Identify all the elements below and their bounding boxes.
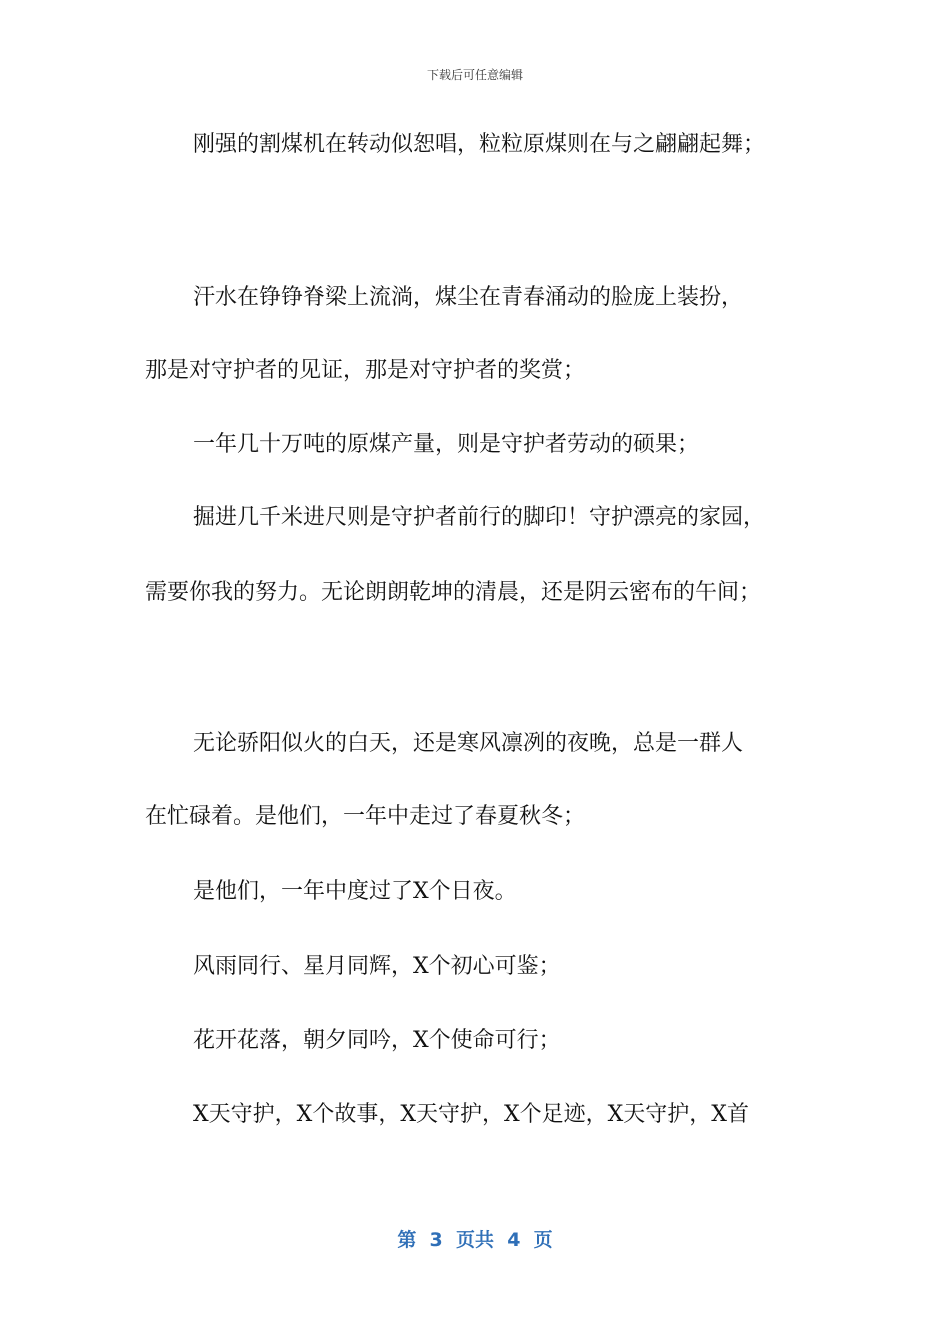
text-line-2: 汗水在铮铮脊梁上流淌，煤尘在青春涌动的脸庞上装扮， [193,285,744,310]
text-line-1: 刚强的割煤机在转动似恕唱，粒粒原煤则在与之翩翩起舞； [193,132,766,157]
text-line-5: 掘进几千米进尺则是守护者前行的脚印！守护漂亮的家园， [193,505,766,530]
text-line-12: X天守护，X个故事，X天守护，X个足迹，X天守护，X首 [193,1102,749,1127]
text-line-10: 风雨同行、星月同辉，X个初心可鉴； [193,954,561,979]
text-line-7: 无论骄阳似火的白天，还是寒风凛冽的夜晚，总是一群人 [193,731,744,756]
page-number-footer: 第 3 页共 4 页 [397,1229,553,1251]
text-line-8: 在忙碌着。是他们，一年中走过了春夏秋冬； [145,804,586,829]
text-line-9: 是他们，一年中度过了X个日夜。 [193,879,517,904]
text-line-3: 那是对守护者的见证，那是对守护者的奖赏； [145,358,586,383]
page-header: 下载后可任意编辑 [426,68,523,82]
text-line-4: 一年几十万吨的原煤产量，则是守护者劳动的硕果； [193,432,700,457]
text-line-6: 需要你我的努力。无论朗朗乾坤的清晨，还是阴云密布的午间； [145,580,762,605]
text-line-11: 花开花落，朝夕同吟，X个使命可行； [193,1028,561,1053]
